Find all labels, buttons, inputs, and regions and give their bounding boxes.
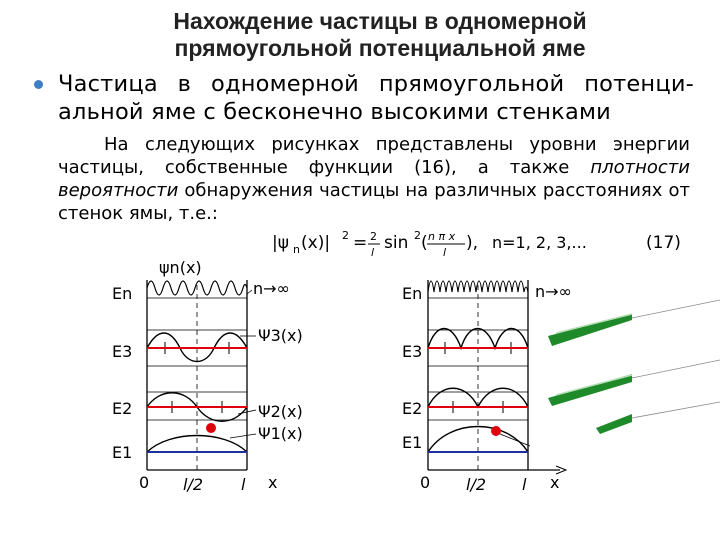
left-psi2: Ψ2(x): [258, 402, 303, 421]
formula-sin-close: ),: [466, 233, 479, 253]
left-psi-n: ψn(x): [159, 258, 202, 277]
title-line-1: Нахождение частицы в одномерной: [173, 8, 587, 34]
formula-sin-open: (: [421, 233, 428, 253]
formula-square: 2: [342, 229, 349, 242]
left-half: l/2: [183, 475, 204, 494]
para-part-2: обнаружения частицы на различных расстояниях от стенок ямы, т.е.:: [58, 180, 690, 224]
formula-sin-pow: 2: [414, 229, 421, 242]
right-half: l/2: [466, 475, 487, 494]
para-part-1: На следующих рисунках представлены уровни энергии частицы, собственные функции (16), а также: [58, 134, 690, 178]
formula-frac-den: l: [371, 246, 375, 259]
left-En: En: [112, 284, 133, 303]
left-E1: E1: [112, 443, 133, 462]
right-x: x: [550, 473, 560, 492]
left-zero: 0: [139, 473, 150, 492]
left-n-inf: n→∞: [253, 279, 290, 298]
formula-inner-den: l: [443, 246, 447, 259]
right-E3: E3: [402, 342, 423, 361]
formula-number: (17): [646, 233, 681, 253]
bullet-text: Частица в одномерной прямоугольной потенци-альной яме с бесконечно высокими стенками: [58, 71, 694, 125]
left-E3: E3: [112, 342, 133, 361]
formula-eq: =: [353, 233, 368, 253]
right-l: l: [522, 475, 527, 494]
formula-sub-n: n: [293, 243, 300, 256]
right-zero: 0: [420, 473, 431, 492]
right-n-inf: n→∞: [535, 282, 572, 301]
left-x: x: [268, 473, 278, 492]
right-particle-dot: [491, 426, 501, 436]
left-l: l: [241, 475, 246, 494]
formula-n-values: n=1, 2, 3,...: [492, 233, 587, 252]
left-psi1: Ψ1(x): [258, 424, 303, 443]
formula-frac-num: 2: [370, 230, 377, 243]
decorative-stripes: [548, 300, 720, 434]
title-line-2: прямоугольной потенциальной яме: [174, 35, 586, 61]
formula-sin: sin: [384, 233, 409, 253]
formula-lhs: |ψ: [272, 233, 289, 253]
left-psi3: Ψ3(x): [258, 326, 303, 345]
right-En: En: [402, 284, 423, 303]
para-italic: плотности вероятности: [58, 157, 690, 201]
right-E1: E1: [402, 433, 423, 452]
left-E2: E2: [112, 399, 133, 418]
formula-inner-num: n π x: [428, 230, 456, 243]
right-E2: E2: [402, 399, 423, 418]
formula-arg: (x)|: [301, 233, 331, 253]
